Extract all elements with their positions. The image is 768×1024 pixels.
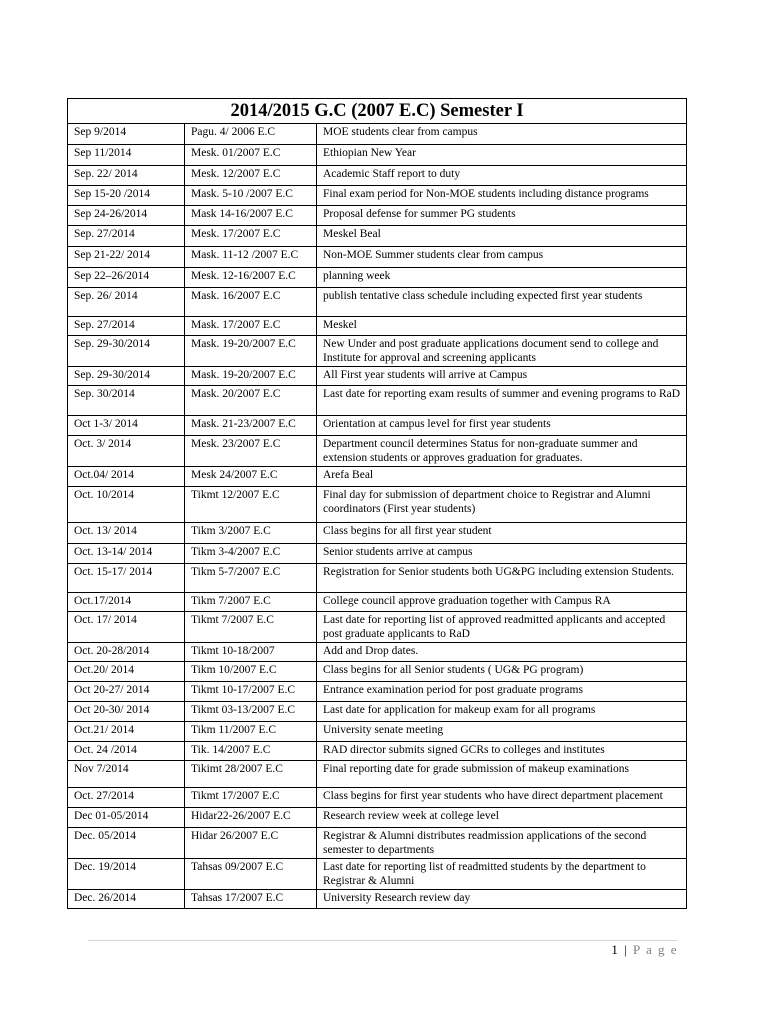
ethiopian-date-cell: Mesk. 17/2007 E.C: [185, 226, 317, 247]
ethiopian-date-cell: Mask. 11-12 /2007 E.C: [185, 247, 317, 268]
gregorian-date-cell: Oct. 13-14/ 2014: [68, 544, 185, 564]
ethiopian-date-cell: Tikmt 12/2007 E.C: [185, 487, 317, 523]
ethiopian-date-cell: Tikmt 10-18/2007: [185, 643, 317, 662]
gregorian-date-cell: Dec 01-05/2014: [68, 808, 185, 828]
ethiopian-date-cell: Tikm 7/2007 E.C: [185, 593, 317, 612]
ethiopian-date-cell: Tikm 3-4/2007 E.C: [185, 544, 317, 564]
event-description-cell: Final exam period for Non-MOE students including distance programs: [317, 186, 687, 206]
calendar-rows: [68, 124, 687, 909]
ethiopian-date-cell: Tikmt 17/2007 E.C: [185, 788, 317, 808]
table-row: [68, 564, 687, 593]
event-description-cell: planning week: [317, 268, 687, 288]
event-description-cell: College council approve graduation together with Campus RA: [317, 593, 687, 612]
table-row: [68, 206, 687, 226]
ethiopian-date-cell: Mask 14-16/2007 E.C: [185, 206, 317, 226]
event-description-cell: Class begins for first year students who have direct department placement: [317, 788, 687, 808]
event-description-cell: University Research review day: [317, 890, 687, 909]
gregorian-date-cell: Sep 21-22/ 2014: [68, 247, 185, 268]
table-row: [68, 612, 687, 643]
ethiopian-date-cell: Mask. 20/2007 E.C: [185, 386, 317, 416]
table-row: [68, 487, 687, 523]
table-row: [68, 467, 687, 487]
table-row: [68, 808, 687, 828]
gregorian-date-cell: Oct. 15-17/ 2014: [68, 564, 185, 593]
gregorian-date-cell: Oct 20-27/ 2014: [68, 682, 185, 702]
gregorian-date-cell: Sep 22–26/2014: [68, 268, 185, 288]
event-description-cell: RAD director submits signed GCRs to colleges and institutes: [317, 742, 687, 761]
ethiopian-date-cell: Mask. 19-20/2007 E.C: [185, 367, 317, 386]
event-description-cell: Ethiopian New Year: [317, 145, 687, 166]
event-description-cell: Last date for application for makeup exam for all programs: [317, 702, 687, 722]
table-row: [68, 268, 687, 288]
ethiopian-date-cell: Mask. 5-10 /2007 E.C: [185, 186, 317, 206]
ethiopian-date-cell: Mesk. 23/2007 E.C: [185, 436, 317, 467]
event-description-cell: Last date for reporting list of readmitted students by the department to Registrar & Alumni: [317, 859, 687, 890]
gregorian-date-cell: Oct. 20-28/2014: [68, 643, 185, 662]
gregorian-date-cell: Sep. 29-30/2014: [68, 336, 185, 367]
ethiopian-date-cell: Tikimt 28/2007 E.C: [185, 761, 317, 788]
table-row: [68, 124, 687, 145]
event-description-cell: publish tentative class schedule including expected first year students: [317, 288, 687, 317]
footer-separator: |: [619, 942, 633, 957]
footer-divider: [88, 940, 678, 941]
event-description-cell: Registrar & Alumni distributes readmission applications of the second semester to departments: [317, 828, 687, 859]
event-description-cell: Non-MOE Summer students clear from campus: [317, 247, 687, 268]
gregorian-date-cell: Sep 11/2014: [68, 145, 185, 166]
table-row: [68, 890, 687, 909]
ethiopian-date-cell: Tikm 5-7/2007 E.C: [185, 564, 317, 593]
event-description-cell: University senate meeting: [317, 722, 687, 742]
table-row: [68, 643, 687, 662]
event-description-cell: MOE students clear from campus: [317, 124, 687, 145]
gregorian-date-cell: Sep 15-20 /2014: [68, 186, 185, 206]
gregorian-date-cell: Oct. 24 /2014: [68, 742, 185, 761]
gregorian-date-cell: Sep 24-26/2014: [68, 206, 185, 226]
ethiopian-date-cell: Tahsas 17/2007 E.C: [185, 890, 317, 909]
event-description-cell: Academic Staff report to duty: [317, 166, 687, 186]
ethiopian-date-cell: Tahsas 09/2007 E.C: [185, 859, 317, 890]
gregorian-date-cell: Oct.21/ 2014: [68, 722, 185, 742]
gregorian-date-cell: Oct. 13/ 2014: [68, 523, 185, 544]
event-description-cell: Research review week at college level: [317, 808, 687, 828]
event-description-cell: Final day for submission of department choice to Registrar and Alumni coordinators (First year students): [317, 487, 687, 523]
gregorian-date-cell: Oct.04/ 2014: [68, 467, 185, 487]
gregorian-date-cell: Oct. 27/2014: [68, 788, 185, 808]
page-number: 1: [611, 942, 620, 957]
table-row: [68, 742, 687, 761]
gregorian-date-cell: Oct.20/ 2014: [68, 662, 185, 682]
ethiopian-date-cell: Tikmt 03-13/2007 E.C: [185, 702, 317, 722]
gregorian-date-cell: Oct. 17/ 2014: [68, 612, 185, 643]
page-label: P a g e: [632, 942, 678, 957]
table-row: [68, 247, 687, 268]
ethiopian-date-cell: Tik. 14/2007 E.C: [185, 742, 317, 761]
gregorian-date-cell: Sep. 26/ 2014: [68, 288, 185, 317]
table-row: [68, 788, 687, 808]
table-row: [68, 226, 687, 247]
table-row: [68, 367, 687, 386]
calendar-title: 2014/2015 G.C (2007 E.C) Semester I: [68, 99, 687, 124]
event-description-cell: Proposal defense for summer PG students: [317, 206, 687, 226]
event-description-cell: New Under and post graduate applications document send to college and Institute for approval and screening applicants: [317, 336, 687, 367]
ethiopian-date-cell: Tikm 10/2007 E.C: [185, 662, 317, 682]
ethiopian-date-cell: Tikm 11/2007 E.C: [185, 722, 317, 742]
event-description-cell: Entrance examination period for post graduate programs: [317, 682, 687, 702]
ethiopian-date-cell: Mesk. 12/2007 E.C: [185, 166, 317, 186]
gregorian-date-cell: Dec. 05/2014: [68, 828, 185, 859]
ethiopian-date-cell: Hidar 26/2007 E.C: [185, 828, 317, 859]
event-description-cell: Last date for reporting list of approved readmitted applicants and accepted post graduate applicants to RaD: [317, 612, 687, 643]
table-row: [68, 416, 687, 436]
table-row: [68, 336, 687, 367]
gregorian-date-cell: Sep 9/2014: [68, 124, 185, 145]
gregorian-date-cell: Dec. 19/2014: [68, 859, 185, 890]
ethiopian-date-cell: Mesk. 01/2007 E.C: [185, 145, 317, 166]
gregorian-date-cell: Oct. 3/ 2014: [68, 436, 185, 467]
gregorian-date-cell: Nov 7/2014: [68, 761, 185, 788]
gregorian-date-cell: Oct.17/2014: [68, 593, 185, 612]
event-description-cell: Final reporting date for grade submission of makeup examinations: [317, 761, 687, 788]
gregorian-date-cell: Sep. 22/ 2014: [68, 166, 185, 186]
ethiopian-date-cell: Mask. 19-20/2007 E.C: [185, 336, 317, 367]
ethiopian-date-cell: Mask. 21-23/2007 E.C: [185, 416, 317, 436]
gregorian-date-cell: Oct 20-30/ 2014: [68, 702, 185, 722]
table-row: [68, 386, 687, 416]
gregorian-date-cell: Oct 1-3/ 2014: [68, 416, 185, 436]
gregorian-date-cell: Dec. 26/2014: [68, 890, 185, 909]
table-row: [68, 682, 687, 702]
table-row: [68, 722, 687, 742]
ethiopian-date-cell: Mesk 24/2007 E.C: [185, 467, 317, 487]
ethiopian-date-cell: Tikmt 7/2007 E.C: [185, 612, 317, 643]
table-row: [68, 166, 687, 186]
gregorian-date-cell: Sep. 27/2014: [68, 226, 185, 247]
event-description-cell: Meskel Beal: [317, 226, 687, 247]
ethiopian-date-cell: Tikmt 10-17/2007 E.C: [185, 682, 317, 702]
table-row: [68, 593, 687, 612]
ethiopian-date-cell: Hidar22-26/2007 E.C: [185, 808, 317, 828]
event-description-cell: Orientation at campus level for first year students: [317, 416, 687, 436]
gregorian-date-cell: Sep. 27/2014: [68, 317, 185, 336]
event-description-cell: Registration for Senior students both UG&PG including extension Students.: [317, 564, 687, 593]
table-row: [68, 436, 687, 467]
gregorian-date-cell: Sep. 30/2014: [68, 386, 185, 416]
event-description-cell: Class begins for all Senior students ( UG& PG program): [317, 662, 687, 682]
table-row: [68, 544, 687, 564]
event-description-cell: Senior students arrive at campus: [317, 544, 687, 564]
event-description-cell: Meskel: [317, 317, 687, 336]
event-description-cell: Arefa Beal: [317, 467, 687, 487]
table-row: [68, 662, 687, 682]
ethiopian-date-cell: Mask. 16/2007 E.C: [185, 288, 317, 317]
event-description-cell: Class begins for all first year student: [317, 523, 687, 544]
table-row: [68, 828, 687, 859]
gregorian-date-cell: Sep. 29-30/2014: [68, 367, 185, 386]
event-description-cell: Department council determines Status for non-graduate summer and extension students or approves graduation for graduates.: [317, 436, 687, 467]
ethiopian-date-cell: Pagu. 4/ 2006 E.C: [185, 124, 317, 145]
table-row: [68, 145, 687, 166]
table-row: [68, 859, 687, 890]
table-row: [68, 702, 687, 722]
gregorian-date-cell: Oct. 10/2014: [68, 487, 185, 523]
ethiopian-date-cell: Mask. 17/2007 E.C: [185, 317, 317, 336]
table-row: [68, 523, 687, 544]
academic-calendar-table: [67, 98, 687, 909]
table-row: [68, 761, 687, 788]
ethiopian-date-cell: Mesk. 12-16/2007 E.C: [185, 268, 317, 288]
event-description-cell: Add and Drop dates.: [317, 643, 687, 662]
table-title-row: [68, 99, 687, 124]
table-row: [68, 288, 687, 317]
page-footer: [500, 942, 678, 958]
table-row: [68, 317, 687, 336]
table-row: [68, 186, 687, 206]
event-description-cell: All First year students will arrive at Campus: [317, 367, 687, 386]
event-description-cell: Last date for reporting exam results of summer and evening programs to RaD: [317, 386, 687, 416]
ethiopian-date-cell: Tikm 3/2007 E.C: [185, 523, 317, 544]
